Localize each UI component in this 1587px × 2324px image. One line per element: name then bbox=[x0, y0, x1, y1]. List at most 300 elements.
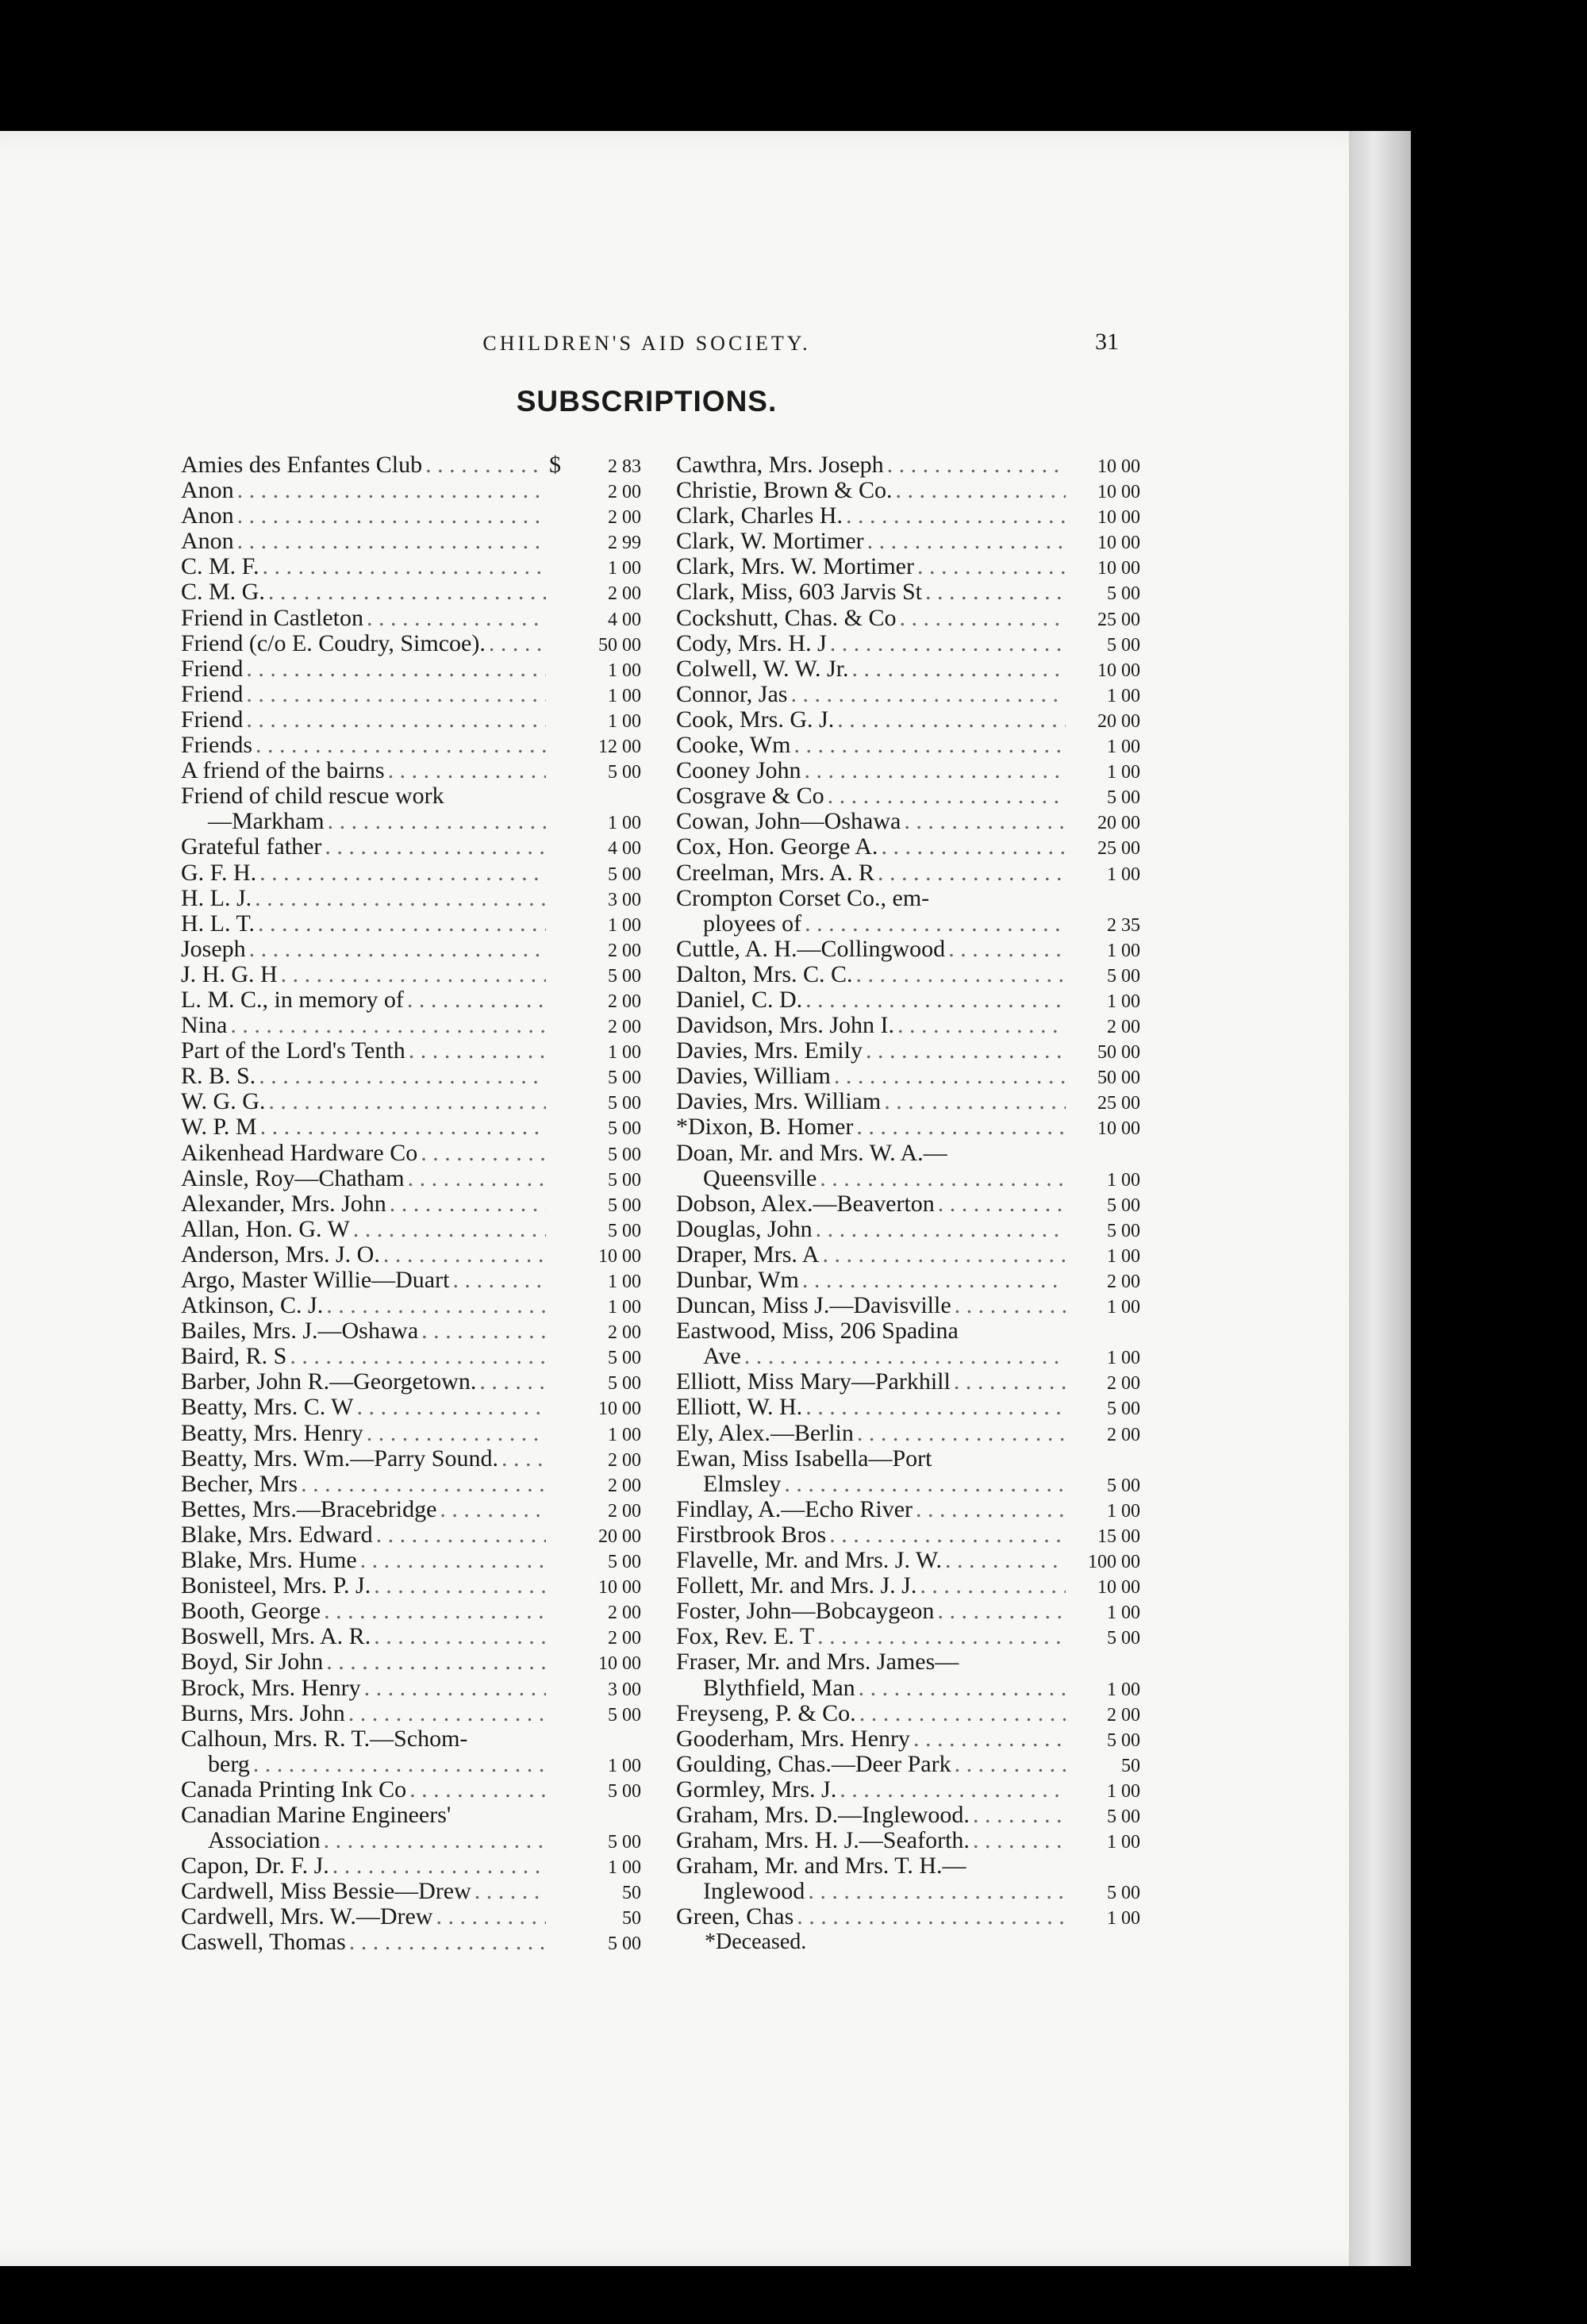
subscription-entry bbox=[181, 1293, 641, 1318]
subscription-amount: 2 00 bbox=[608, 1628, 641, 1649]
dot-leader bbox=[859, 1676, 1066, 1701]
subscription-entry bbox=[181, 1904, 641, 1930]
subscription-amount: 1 00 bbox=[1107, 1348, 1140, 1369]
dot-leader bbox=[256, 733, 546, 758]
subscription-amount: 100 00 bbox=[1088, 1552, 1140, 1573]
subscription-entry bbox=[676, 1726, 1140, 1752]
subscriber-name: Cooney John bbox=[676, 757, 801, 784]
subscriber-name: Clark, Charles H. bbox=[676, 502, 843, 529]
subscriber-name: Part of the Lord's Tenth bbox=[181, 1037, 405, 1064]
dot-leader bbox=[501, 1446, 546, 1472]
subscriber-name: Ewan, Miss Isabella—Port bbox=[676, 1445, 932, 1472]
subscription-entry bbox=[181, 1803, 641, 1828]
subscriber-name: Graham, Mr. and Mrs. T. H.— bbox=[676, 1853, 966, 1880]
dot-leader bbox=[816, 1217, 1066, 1242]
dot-leader bbox=[452, 1268, 546, 1293]
subscription-amount: 2 99 bbox=[608, 533, 641, 554]
dot-leader bbox=[360, 1548, 546, 1573]
dot-leader bbox=[246, 707, 546, 733]
dot-leader bbox=[828, 783, 1066, 809]
subscription-amount: 10 00 bbox=[1097, 1118, 1140, 1140]
dot-leader bbox=[324, 1828, 546, 1853]
subscription-entry bbox=[181, 860, 641, 886]
subscription-entry bbox=[676, 1217, 1140, 1242]
subscriber-name: Clark, W. Mortimer bbox=[676, 528, 864, 555]
subscription-amount: 2 35 bbox=[1107, 914, 1140, 936]
subscriber-name: Cawthra, Mrs. Joseph bbox=[676, 452, 884, 478]
subscription-amount: 1 00 bbox=[608, 660, 641, 681]
subscription-amount: 3 00 bbox=[608, 889, 641, 910]
page-edge bbox=[1349, 131, 1411, 2266]
subscription-amount: 50 bbox=[1121, 1755, 1140, 1776]
subscription-amount: 2 00 bbox=[608, 1322, 641, 1344]
subscription-entry bbox=[676, 1191, 1140, 1217]
subscription-entry bbox=[676, 579, 1140, 605]
subscription-amount: 12 00 bbox=[598, 737, 641, 758]
dot-leader bbox=[268, 579, 546, 605]
subscription-amount: 1 00 bbox=[608, 1857, 641, 1879]
subscription-entry bbox=[181, 1497, 641, 1522]
dot-leader bbox=[357, 1395, 547, 1420]
subscription-amount: 4 00 bbox=[608, 609, 641, 630]
subscription-entry bbox=[181, 1395, 641, 1420]
dot-leader bbox=[805, 911, 1066, 937]
subscriber-name: Burns, Mrs. John bbox=[181, 1699, 345, 1726]
subscriber-name: Eastwood, Miss, 206 Spadina bbox=[676, 1318, 959, 1345]
subscriber-name: W. G. G. bbox=[181, 1088, 266, 1115]
subscription-entry bbox=[676, 1828, 1140, 1853]
dot-leader bbox=[805, 987, 1066, 1013]
dot-leader bbox=[887, 452, 1066, 478]
subscription-amount: 1 00 bbox=[608, 1297, 641, 1318]
subscriber-name: Dunbar, Wm bbox=[676, 1267, 799, 1293]
dot-leader bbox=[859, 1701, 1066, 1726]
dot-leader bbox=[955, 1293, 1066, 1318]
subscription-entry bbox=[181, 937, 641, 962]
dot-leader bbox=[954, 1369, 1066, 1395]
dot-leader bbox=[353, 1217, 546, 1242]
subscriber-name: Booth, George bbox=[181, 1598, 321, 1625]
subscriber-name: Davies, Mrs. William bbox=[676, 1088, 882, 1115]
subscription-amount: 25 00 bbox=[1097, 838, 1140, 860]
subscription-amount: 10 00 bbox=[1097, 660, 1140, 681]
subscriber-name: Connor, Jas bbox=[676, 680, 788, 707]
subscription-entry bbox=[181, 1318, 641, 1344]
subscription-amount: 5 00 bbox=[608, 1704, 641, 1726]
subscriber-name: Duncan, Miss J.—Davisville bbox=[676, 1292, 951, 1319]
subscription-amount: 3 00 bbox=[608, 1679, 641, 1700]
subscription-amount: 1 00 bbox=[1107, 1245, 1140, 1267]
subscription-entry bbox=[676, 962, 1140, 987]
subscription-entry bbox=[676, 834, 1140, 860]
subscription-entry bbox=[181, 1217, 641, 1242]
subscription-entry bbox=[676, 1114, 1140, 1140]
subscription-entry bbox=[181, 1701, 641, 1726]
dot-leader bbox=[407, 987, 546, 1013]
subscription-amount: 5 00 bbox=[608, 1118, 641, 1140]
subscriber-name: Cooke, Wm bbox=[676, 732, 791, 759]
dot-leader bbox=[436, 1904, 546, 1930]
dot-leader bbox=[324, 1599, 546, 1624]
dot-leader bbox=[973, 1828, 1066, 1853]
subscriptions-right-column bbox=[676, 452, 1140, 1955]
subscription-entry bbox=[676, 554, 1140, 579]
subscription-entry bbox=[181, 529, 641, 554]
subscription-entry bbox=[676, 1803, 1140, 1828]
subscriber-name: Aikenhead Hardware Co bbox=[181, 1139, 418, 1166]
subscription-amount: 1 00 bbox=[608, 1042, 641, 1064]
subscription-amount: 1 00 bbox=[1107, 737, 1140, 758]
subscription-entry bbox=[181, 579, 641, 605]
subscription-amount: 1 00 bbox=[608, 914, 641, 936]
subscription-entry bbox=[676, 1318, 1140, 1344]
subscriber-name: Firstbrook Bros bbox=[676, 1521, 827, 1548]
subscriber-name: Association bbox=[208, 1827, 321, 1854]
subscriber-name: Davies, William bbox=[676, 1063, 831, 1090]
subscriber-name: H. L. J. bbox=[181, 884, 252, 911]
dot-leader bbox=[281, 962, 546, 987]
dot-leader bbox=[884, 1089, 1066, 1114]
subscription-amount: 5 00 bbox=[608, 1195, 641, 1216]
subscription-amount: 5 00 bbox=[1107, 634, 1140, 656]
subscription-amount: 2 00 bbox=[608, 1603, 641, 1624]
subscriber-name: Barber, John R.—Georgetown. bbox=[181, 1368, 477, 1395]
subscriber-name: G. F. H. bbox=[181, 859, 257, 886]
subscriber-name: Ainsle, Roy—Chatham bbox=[181, 1164, 405, 1191]
subscription-amount: 2 00 bbox=[608, 940, 641, 961]
subscriber-name: Clark, Mrs. W. Mortimer bbox=[676, 553, 914, 580]
subscription-amount: 10 00 bbox=[1097, 482, 1140, 503]
subscription-entry bbox=[676, 1853, 1140, 1879]
dot-leader bbox=[917, 554, 1066, 579]
dot-leader bbox=[802, 1268, 1066, 1293]
subscriber-name: Cardwell, Mrs. W.—Drew bbox=[181, 1903, 433, 1930]
dot-leader bbox=[830, 631, 1066, 656]
subscription-entry bbox=[181, 1089, 641, 1114]
subscription-amount: 1 00 bbox=[1107, 864, 1140, 885]
subscription-entry bbox=[676, 1624, 1140, 1649]
subscription-amount: 10 00 bbox=[598, 1653, 641, 1675]
subscription-entry bbox=[181, 452, 641, 478]
subscription-amount: 50 bbox=[622, 1908, 641, 1930]
subscriber-name: Grateful father bbox=[181, 833, 322, 860]
subscriber-name: C. M. F. bbox=[181, 553, 259, 580]
subscription-entry bbox=[181, 987, 641, 1013]
subscription-entry bbox=[676, 682, 1140, 707]
subscription-amount: 5 00 bbox=[1107, 1399, 1140, 1420]
subscriber-name: Fraser, Mr. and Mrs. James— bbox=[676, 1649, 959, 1676]
subscription-entry bbox=[181, 1369, 641, 1395]
subscription-amount: 1 00 bbox=[608, 558, 641, 579]
subscription-amount: 10 00 bbox=[1097, 507, 1140, 529]
subscription-entry bbox=[181, 503, 641, 529]
subscription-entry bbox=[181, 1522, 641, 1548]
subscription-amount: 2 00 bbox=[1107, 1373, 1140, 1395]
dot-leader bbox=[425, 452, 546, 478]
subscriber-name: Bettes, Mrs.—Bracebridge bbox=[181, 1495, 437, 1522]
subscription-entry bbox=[676, 1904, 1140, 1930]
dot-leader bbox=[913, 1726, 1066, 1752]
subscription-amount: 10 00 bbox=[1097, 533, 1140, 554]
dot-leader bbox=[390, 1191, 546, 1217]
subscription-amount: 1 00 bbox=[1107, 1169, 1140, 1191]
subscription-amount: 1 00 bbox=[608, 1272, 641, 1292]
subscription-amount: 20 00 bbox=[1097, 710, 1140, 732]
dot-leader bbox=[945, 1548, 1066, 1573]
dot-leader bbox=[822, 1242, 1066, 1268]
dot-leader bbox=[326, 1293, 546, 1318]
dot-leader bbox=[374, 1624, 546, 1649]
subscription-entry bbox=[676, 1472, 1140, 1497]
dot-leader bbox=[834, 1064, 1066, 1089]
subscriber-name: Graham, Mrs. H. J.—Seaforth. bbox=[676, 1827, 970, 1854]
dot-leader bbox=[409, 1777, 546, 1803]
dot-leader bbox=[857, 1421, 1066, 1446]
subscription-amount: 5 00 bbox=[608, 1144, 641, 1165]
dot-leader bbox=[349, 1930, 546, 1955]
subscriber-name: Findlay, A.—Echo River bbox=[676, 1495, 913, 1522]
subscription-amount: 2 00 bbox=[1107, 1704, 1140, 1726]
subscriber-name: Cox, Hon. George A. bbox=[676, 833, 878, 860]
subscriber-name: Gormley, Mrs. J. bbox=[676, 1776, 837, 1803]
subscription-amount: 5 00 bbox=[1107, 583, 1140, 605]
subscriber-name: berg bbox=[208, 1750, 250, 1777]
subscriber-name: Anderson, Mrs. J. O. bbox=[181, 1241, 380, 1268]
subscription-entry bbox=[676, 783, 1140, 809]
subscription-amount: 1 00 bbox=[1107, 685, 1140, 706]
subscriber-name: Alexander, Mrs. John bbox=[181, 1190, 386, 1217]
subscription-entry bbox=[181, 758, 641, 783]
subscription-entry bbox=[181, 1573, 641, 1599]
dot-leader bbox=[973, 1803, 1066, 1828]
subscription-entry bbox=[676, 1701, 1140, 1726]
subscription-entry bbox=[181, 1676, 641, 1701]
subscriber-name: *Dixon, B. Homer bbox=[676, 1114, 854, 1141]
subscriber-name: L. M. C., in memory of bbox=[181, 986, 404, 1013]
dot-leader bbox=[866, 1038, 1066, 1064]
dot-leader bbox=[388, 758, 546, 783]
subscription-amount: 15 00 bbox=[1097, 1526, 1140, 1547]
dot-leader bbox=[846, 503, 1066, 529]
dot-leader bbox=[440, 1497, 546, 1522]
subscription-entry bbox=[676, 860, 1140, 886]
dot-leader bbox=[255, 886, 546, 911]
subscription-amount: 5 00 bbox=[608, 1220, 641, 1241]
subscriber-name: Gooderham, Mrs. Henry bbox=[676, 1725, 910, 1752]
subscription-entry bbox=[181, 733, 641, 758]
subscription-amount: 10 00 bbox=[1097, 1577, 1140, 1599]
subscription-amount: 2 83 bbox=[608, 456, 641, 477]
subscription-entry bbox=[676, 1676, 1140, 1701]
subscriber-name: Cuttle, A. H.—Collingwood bbox=[676, 935, 946, 962]
subscription-amount: 1 00 bbox=[608, 1755, 641, 1776]
subscription-entry bbox=[676, 987, 1140, 1013]
subscriber-name: Colwell, W. W. Jr. bbox=[676, 655, 849, 682]
dot-leader bbox=[408, 1166, 546, 1191]
subscription-entry bbox=[676, 1242, 1140, 1268]
subscription-amount: 2 00 bbox=[1107, 1017, 1140, 1038]
dot-leader bbox=[237, 478, 546, 503]
subscriber-name: Boyd, Sir John bbox=[181, 1649, 324, 1676]
subscriber-name: Caswell, Thomas bbox=[181, 1929, 346, 1956]
subscription-entry bbox=[676, 1879, 1140, 1904]
subscriber-name: Amies des Enfantes Club bbox=[181, 452, 423, 478]
footnote: *Deceased. bbox=[705, 1930, 807, 1955]
subscription-entry bbox=[181, 886, 641, 911]
subscription-amount: 10 00 bbox=[598, 1577, 641, 1599]
subscriber-name: W. P. M bbox=[181, 1114, 257, 1141]
subscription-entry bbox=[676, 503, 1140, 529]
subscription-entry bbox=[181, 606, 641, 631]
dot-leader bbox=[364, 1676, 546, 1701]
subscription-amount: 5 00 bbox=[608, 1832, 641, 1853]
subscriber-name: Friend bbox=[181, 706, 244, 733]
subscriber-name: Atkinson, C. J. bbox=[181, 1292, 324, 1319]
subscription-amount: 2 00 bbox=[608, 1449, 641, 1471]
dot-leader bbox=[421, 1318, 546, 1344]
subscriber-name: Calhoun, Mrs. R. T.—Schom- bbox=[181, 1725, 468, 1752]
subscription-entry bbox=[181, 707, 641, 733]
subscriber-name: Friend in Castleton bbox=[181, 604, 363, 631]
subscription-entry bbox=[676, 1089, 1140, 1114]
subscriber-name: Goulding, Chas.—Deer Park bbox=[676, 1750, 951, 1777]
subscriber-name: H. L. T. bbox=[181, 910, 256, 937]
dot-leader bbox=[805, 758, 1066, 783]
subscription-entry bbox=[676, 733, 1140, 758]
dot-leader bbox=[829, 1522, 1066, 1548]
subscription-entry bbox=[181, 631, 641, 656]
subscription-amount: 5 00 bbox=[608, 965, 641, 987]
subscriber-name: Foster, John—Bobcaygeon bbox=[676, 1598, 935, 1625]
subscription-entry bbox=[676, 1548, 1140, 1573]
subscription-entry bbox=[676, 1777, 1140, 1803]
subscription-entry bbox=[676, 452, 1140, 478]
subscription-entry bbox=[181, 1421, 641, 1446]
dot-leader bbox=[237, 529, 546, 554]
dot-leader bbox=[253, 1752, 546, 1777]
dot-leader bbox=[904, 809, 1066, 834]
subscription-entry bbox=[181, 1446, 641, 1472]
subscription-amount: 1 00 bbox=[1107, 1780, 1140, 1802]
subscription-amount: 2 00 bbox=[608, 583, 641, 605]
subscription-amount: 2 00 bbox=[608, 507, 641, 529]
dot-leader bbox=[237, 503, 546, 529]
subscription-amount: 2 00 bbox=[608, 1017, 641, 1038]
subscription-entry bbox=[676, 1038, 1140, 1064]
subscriber-name: Elliott, W. H. bbox=[676, 1394, 803, 1421]
subscription-amount: 1 00 bbox=[1107, 1297, 1140, 1318]
dot-leader bbox=[260, 1114, 546, 1140]
subscription-amount: 1 00 bbox=[1107, 1500, 1140, 1522]
subscription-entry bbox=[676, 1293, 1140, 1318]
subscription-amount: 5 00 bbox=[608, 1780, 641, 1802]
subscriber-name: Cody, Mrs. H. J bbox=[676, 629, 827, 656]
subscriber-name: Cockshutt, Chas. & Co bbox=[676, 604, 897, 631]
subscription-entry bbox=[676, 1599, 1140, 1624]
subscription-amount: 5 00 bbox=[608, 1169, 641, 1191]
subscription-entry bbox=[676, 707, 1140, 733]
subscriber-name: Daniel, C. D. bbox=[676, 986, 803, 1013]
subscription-entry bbox=[676, 529, 1140, 554]
dot-leader bbox=[938, 1191, 1066, 1217]
subscription-entry bbox=[676, 1421, 1140, 1446]
subscription-entry bbox=[676, 1573, 1140, 1599]
subscription-amount: 20 00 bbox=[1097, 813, 1140, 834]
dot-leader bbox=[937, 1599, 1066, 1624]
subscriber-name: Graham, Mrs. D.—Inglewood. bbox=[676, 1801, 970, 1828]
subscription-entry bbox=[181, 809, 641, 834]
subscriber-name: Draper, Mrs. A bbox=[676, 1241, 820, 1268]
dot-leader bbox=[925, 579, 1066, 605]
dot-leader bbox=[326, 1649, 546, 1675]
dot-leader bbox=[744, 1344, 1066, 1369]
subscription-entry bbox=[676, 1395, 1140, 1420]
subscriber-name: Blake, Mrs. Hume bbox=[181, 1547, 357, 1574]
dot-leader bbox=[955, 1752, 1066, 1777]
subscription-amount: 1 00 bbox=[1107, 1832, 1140, 1853]
subscriber-name: A friend of the bairns bbox=[181, 757, 385, 784]
subscription-amount: 5 00 bbox=[608, 1348, 641, 1369]
dot-leader bbox=[262, 554, 546, 579]
subscription-amount: 5 00 bbox=[608, 1093, 641, 1114]
subscription-entry bbox=[181, 1752, 641, 1777]
subscription-entry bbox=[181, 962, 641, 987]
dot-leader bbox=[383, 1242, 546, 1268]
dot-leader bbox=[376, 1522, 546, 1548]
subscription-entry bbox=[181, 1624, 641, 1649]
dot-leader bbox=[878, 860, 1066, 886]
dot-leader bbox=[797, 1904, 1066, 1930]
subscriber-name: Friend bbox=[181, 680, 244, 707]
dot-leader bbox=[374, 1573, 546, 1599]
dot-leader bbox=[475, 1879, 546, 1904]
subscription-entry bbox=[181, 1268, 641, 1293]
subscription-entry bbox=[676, 886, 1140, 911]
subscriber-name: Beatty, Mrs. Henry bbox=[181, 1419, 363, 1446]
dot-leader bbox=[259, 860, 546, 886]
subscription-entry bbox=[181, 1777, 641, 1803]
dot-leader bbox=[784, 1472, 1066, 1497]
subscription-amount: 2 00 bbox=[1107, 1272, 1140, 1292]
subscription-amount: 20 00 bbox=[598, 1526, 641, 1547]
subscriber-name: Ave bbox=[703, 1343, 741, 1370]
subscription-entry bbox=[181, 834, 641, 860]
subscription-amount: 5 00 bbox=[1107, 1883, 1140, 1904]
subscription-entry bbox=[181, 1930, 641, 1955]
subscription-entry bbox=[181, 783, 641, 809]
subscription-amount: 10 00 bbox=[598, 1245, 641, 1267]
subscriber-name: Baird, R. S bbox=[181, 1343, 287, 1370]
subscription-amount: 1 00 bbox=[1107, 1908, 1140, 1930]
subscriber-name: Bailes, Mrs. J.—Oshawa bbox=[181, 1318, 419, 1345]
subscriber-name: Creelman, Mrs. A. R bbox=[676, 859, 874, 886]
subscriber-name: Doan, Mr. and Mrs. W. A.— bbox=[676, 1139, 947, 1166]
subscription-amount: 4 00 bbox=[608, 838, 641, 860]
dot-leader bbox=[840, 1777, 1066, 1803]
dot-leader bbox=[881, 834, 1066, 860]
subscription-amount: 1 00 bbox=[608, 813, 641, 834]
subscription-amount: 50 00 bbox=[1097, 1068, 1140, 1089]
subscription-amount: 10 00 bbox=[1097, 456, 1140, 477]
dot-leader bbox=[794, 733, 1066, 758]
subscriber-name: Beatty, Mrs. C. W bbox=[181, 1394, 354, 1421]
subscription-amount: 50 bbox=[622, 1883, 641, 1904]
subscriber-name: Anon bbox=[181, 477, 234, 504]
subscription-entry bbox=[181, 1879, 641, 1904]
subscription-entry bbox=[181, 911, 641, 937]
dot-leader bbox=[479, 1369, 546, 1395]
dot-leader bbox=[348, 1701, 546, 1726]
